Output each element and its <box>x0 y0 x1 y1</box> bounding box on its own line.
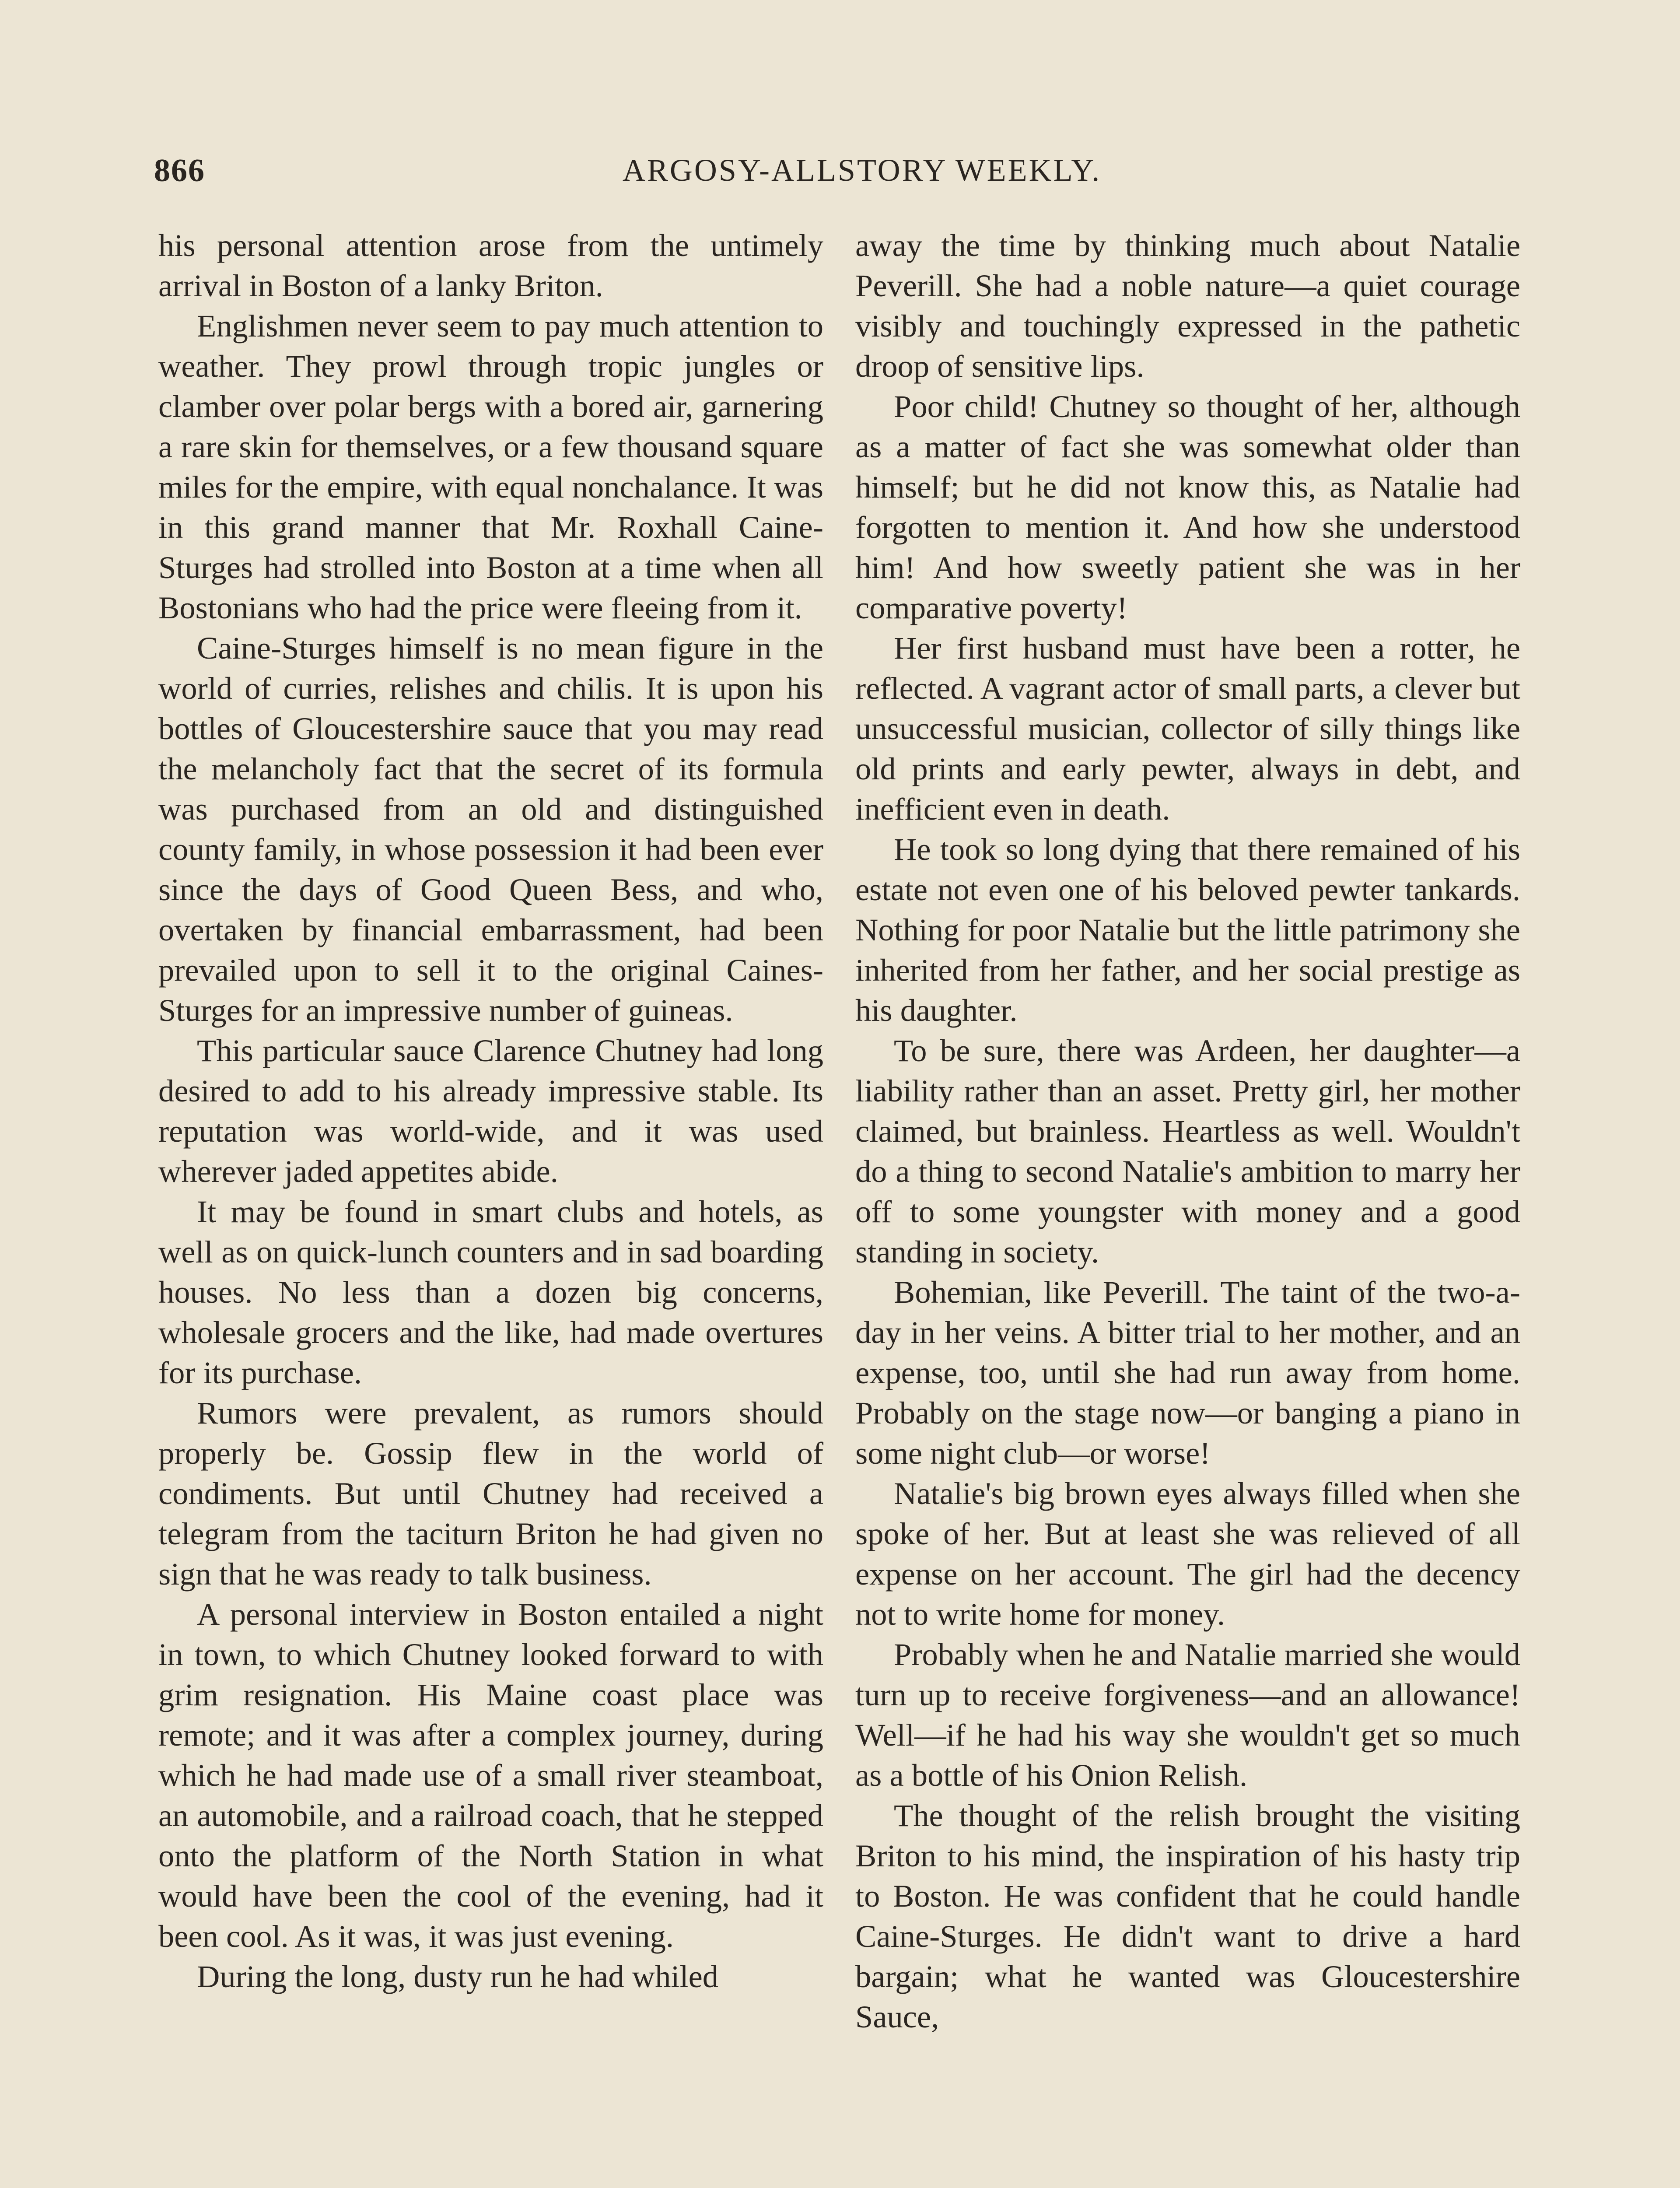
paragraph: The thought of the relish brought the visiting Briton to his mind, the inspiration of his hasty trip to Boston. He was confident that he could handle Caine-Sturges. He didn't want to drive a hard bargain; what he wanted was Gloucestershire Sauce, <box>855 1798 1520 2034</box>
paragraph: Englishmen never seem to pay much attention to weather. They prowl through tropic jungles or clamber over polar bergs with a bored air, garnering a rare skin for themselves, or a few thousand square miles for the empire, with equal nonchalance. It was in this grand manner that Mr. Roxhall Caine-Sturges had strolled into Boston at a time when all Bostonians who had the price were fleeing from it. <box>158 308 823 625</box>
right-column <box>855 225 1520 2037</box>
paragraph: Rumors were prevalent, as rumors should properly be. Gossip flew in the world of condiments. But until Chutney had received a telegram from the taciturn Briton he had given no sign that he was ready to talk business. <box>158 1395 823 1592</box>
paragraph: Caine-Sturges himself is no mean figure in the world of curries, relishes and chilis. It is upon his bottles of Gloucestershire sauce that you may read the melancholy fact that the secret of its formula was purchased from an old and distinguished county family, in whose possession it had been ever since the days of Good Queen Bess, and who, overtaken by financial embarrassment, had been prevailed upon to sell it to the original Caines-Sturges for an impressive number of guineas. <box>158 630 823 1028</box>
left-column <box>158 225 823 1997</box>
paragraph: Natalie's big brown eyes always filled when she spoke of her. But at least she was relieved of all expense on her account. The girl had the decency not to write home for money. <box>855 1476 1520 1632</box>
paragraph: Probably when he and Natalie married she would turn up to receive forgiveness—and an allowance! Well—if he had his way she wouldn't get so much as a bottle of his Onion Relish. <box>855 1637 1520 1793</box>
paragraph: This particular sauce Clarence Chutney had long desired to add to his already impressive stable. Its reputation was world-wide, and it was used wherever jaded appetites abide. <box>158 1033 823 1189</box>
paragraph: During the long, dusty run he had whiled <box>197 1959 719 1994</box>
page-number: 866 <box>154 153 205 189</box>
paragraph: away the time by thinking much about Natalie Peverill. She had a noble nature—a quiet courage visibly and touchingly expressed in the pathetic droop of sensitive lips. <box>855 228 1520 384</box>
paragraph: To be sure, there was Ardeen, her daughter—a liability rather than an asset. Pretty girl, her mother claimed, but brainless. Heartless as well. Wouldn't do a thing to second Natalie's ambition to marry her off to some youngster with money and a good standing in society. <box>855 1033 1520 1269</box>
paragraph: He took so long dying that there remained of his estate not even one of his beloved pewter tankards. Nothing for poor Natalie but the little patrimony she inherited from her father, and her social prestige as his daughter. <box>855 831 1520 1028</box>
paragraph: Poor child! Chutney so thought of her, although as a matter of fact she was somewhat older than himself; but he did not know this, as Natalie had forgotten to mention it. And how she understood him! And how sweetly patient she was in her comparative poverty! <box>855 389 1520 625</box>
paragraph: It may be found in smart clubs and hotels, as well as on quick-lunch counters and in sad boarding houses. No less than a dozen big concerns, wholesale grocers and the like, had made overtures for its purchase. <box>158 1194 823 1390</box>
paragraph: his personal attention arose from the untimely arrival in Boston of a lanky Briton. <box>158 228 823 303</box>
paragraph: A personal interview in Boston entailed a night in town, to which Chutney looked forward to with grim resignation. His Maine coast place was remote; and it was after a complex journey, during which he had made use of a small river steamboat, an automobile, and a railroad coach, that he stepped onto the platform of the North Station in what would have been the cool of the evening, had it been cool. As it was, it was just evening. <box>158 1596 823 1954</box>
paragraph: Her first husband must have been a rotter, he reflected. A vagrant actor of small parts, a clever but unsuccessful musician, collector of silly things like old prints and early pewter, always in debt, and inefficient even in death. <box>855 630 1520 827</box>
paragraph: Bohemian, like Peverill. The taint of the two-a-day in her veins. A bitter trial to her mother, and an expense, too, until she had run away from home. Probably on the stage now—or banging a piano in some night club—or worse! <box>855 1274 1520 1471</box>
running-head: ARGOSY-ALLSTORY WEEKLY. <box>622 153 1102 188</box>
